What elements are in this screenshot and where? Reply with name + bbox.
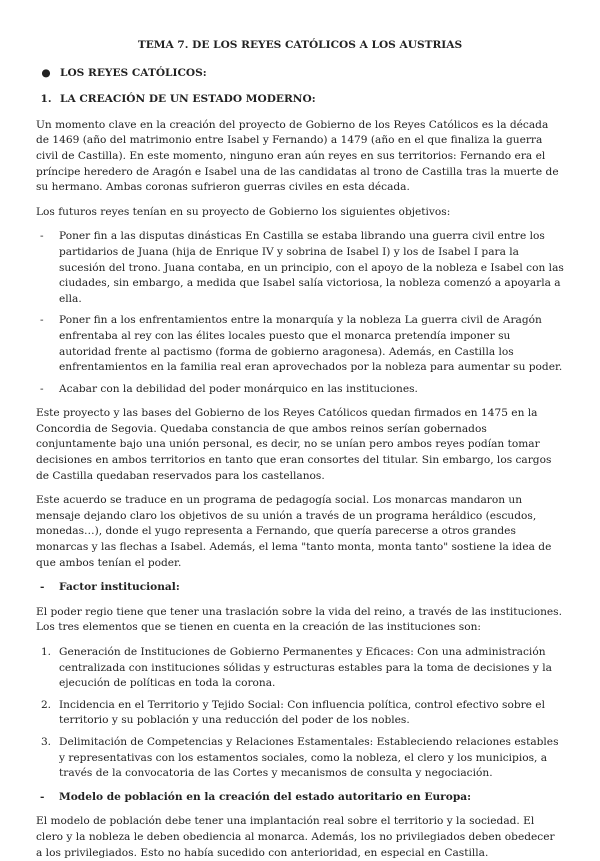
subheading-modelo xyxy=(36,790,564,806)
subheading-factor xyxy=(36,580,564,596)
bullet-heading xyxy=(36,66,564,82)
list-item-text: Delimitación de Competencias y Relaciones Estamentales: Estableciendo relaciones estables y representativas con los estamentos sociales, como la nobleza, el clero y los municipios, a través de la convocatoria de las Cortes y mecanismos de consulta y negociación. xyxy=(59,735,559,780)
dash-marker: - xyxy=(40,230,44,243)
paragraph: El poder regio tiene que tener una traslación sobre la vida del reino, a través de las instituciones. Los tres elementos que se tienen en cuenta en la creación de las instituciones son: xyxy=(36,605,562,634)
subheading-text: Factor institucional: xyxy=(59,581,180,594)
list-number: 3. xyxy=(40,735,52,748)
section-number: 1. xyxy=(40,93,52,106)
objectives-list xyxy=(36,229,564,397)
list-item xyxy=(36,698,564,729)
paragraph: Los futuros reyes tenían en su proyecto de Gobierno los siguientes objetivos: xyxy=(36,205,451,218)
list-item xyxy=(36,645,564,692)
list-item-text: Generación de Instituciones de Gobierno Permanentes y Eficaces: Con una administración centralizada con instituciones sólidas y estructuras estables para la toma de decisiones y la ejecución de políticas en toda la corona. xyxy=(59,646,552,690)
list-item-text: Poner fin a las disputas dinásticas En Castilla se estaba librando una guerra civil entre los partidarios de Juana (hija de Enrique IV y sobrina de Isabel I) y los de Isabel I para la sucesión del trono. Juana contaba, en un principio, con el apoyo de la nobleza e Isabel con las ciudades, sin embargo, a medida que Isabel salía victoriosa, la nobleza comenzó a apoyarla a ella. xyxy=(59,230,564,305)
bullet-marker: ● xyxy=(41,66,51,79)
institutional-elements-list xyxy=(36,645,564,782)
list-item xyxy=(36,229,564,307)
list-item-text: Acabar con la debilidad del poder monárquico en las instituciones. xyxy=(59,382,418,395)
list-item xyxy=(36,382,564,398)
list-item xyxy=(36,735,564,782)
subheading-text: Modelo de población en la creación del estado autoritario en Europa: xyxy=(59,790,471,803)
section-heading xyxy=(36,92,564,108)
list-item-text: Incidencia en el Territorio y Tejido Social: Con influencia política, control efectivo sobre el territorio y su población y una reducción del poder de los nobles. xyxy=(59,698,545,727)
page-title: TEMA 7. DE LOS REYES CATÓLICOS A LOS AUSTRIAS xyxy=(137,39,463,51)
paragraph: Este acuerdo se traduce en un programa de pedagogía social. Los monarcas mandaron un mensaje dejando claro los objetivos de su unión a través de un programa heráldico (escudos, monedas…), donde el yugo representa a Fernando, que quería parecerse a otros grandes monarcas y las flechas a Isabel. Además, el lema "tanto monta, monta tanto" sostiene la idea de que ambos tenían el poder. xyxy=(36,494,552,569)
bullet-heading-text: LOS REYES CATÓLICOS: xyxy=(60,66,207,79)
dash-marker: - xyxy=(40,581,45,594)
dash-marker: - xyxy=(40,790,45,803)
paragraph: El modelo de población debe tener una implantación real sobre el territorio y la sociedad. El clero y la nobleza le deben obediencia al monarca. Además, los no privilegiados deben obedecer a los privilegiados. Esto no había sucedido con anterioridad, en especial en Castilla. xyxy=(36,815,555,859)
dash-marker: - xyxy=(40,314,44,327)
paragraph: Este proyecto y las bases del Gobierno de los Reyes Católicos quedan firmados en 1475 en la Concordia de Segovia. Quedaba constancia de que ambos reinos serían gobernados conjuntamente bajo una unión personal, es decir, no se unían pero ambos reyes podían tomar decisiones en ambos territorios en tanto que eran consortes del titular. Sin embargo, los cargos de Castilla quedaban reservados para los castellanos. xyxy=(36,407,552,482)
list-number: 1. xyxy=(40,646,52,658)
list-item xyxy=(36,313,564,375)
list-item-text: Poner fin a los enfrentamientos entre la monarquía y la nobleza La guerra civil de Aragón enfrentaba al rey con las élites locales puesto que el monarca pretendía imponer su autoridad frente al pactismo (forma de gobierno aragonesa). Además, en Castilla los enfrentamientos en la familia real eran aprovechados por la nobleza para aumentar su poder. xyxy=(59,314,563,374)
list-number: 2. xyxy=(40,698,52,711)
dash-marker: - xyxy=(40,382,44,395)
paragraph: Un momento clave en la creación del proyecto de Gobierno de los Reyes Católicos es la década de 1469 (año del matrimonio entre Isabel y Fernando) a 1479 (año en el que finaliza la guerra civil de Castilla). En este momento, ninguno eran aún reyes en sus territorios: Fernando era el príncipe heredero de Aragón e Isabel una de las candidatas al trono de Castilla tras la muerte de su hermano. Ambas coronas sufrieron guerras civiles en esta década. xyxy=(36,118,559,194)
section-heading-text: LA CREACIÓN DE UN ESTADO MODERNO: xyxy=(60,93,316,106)
